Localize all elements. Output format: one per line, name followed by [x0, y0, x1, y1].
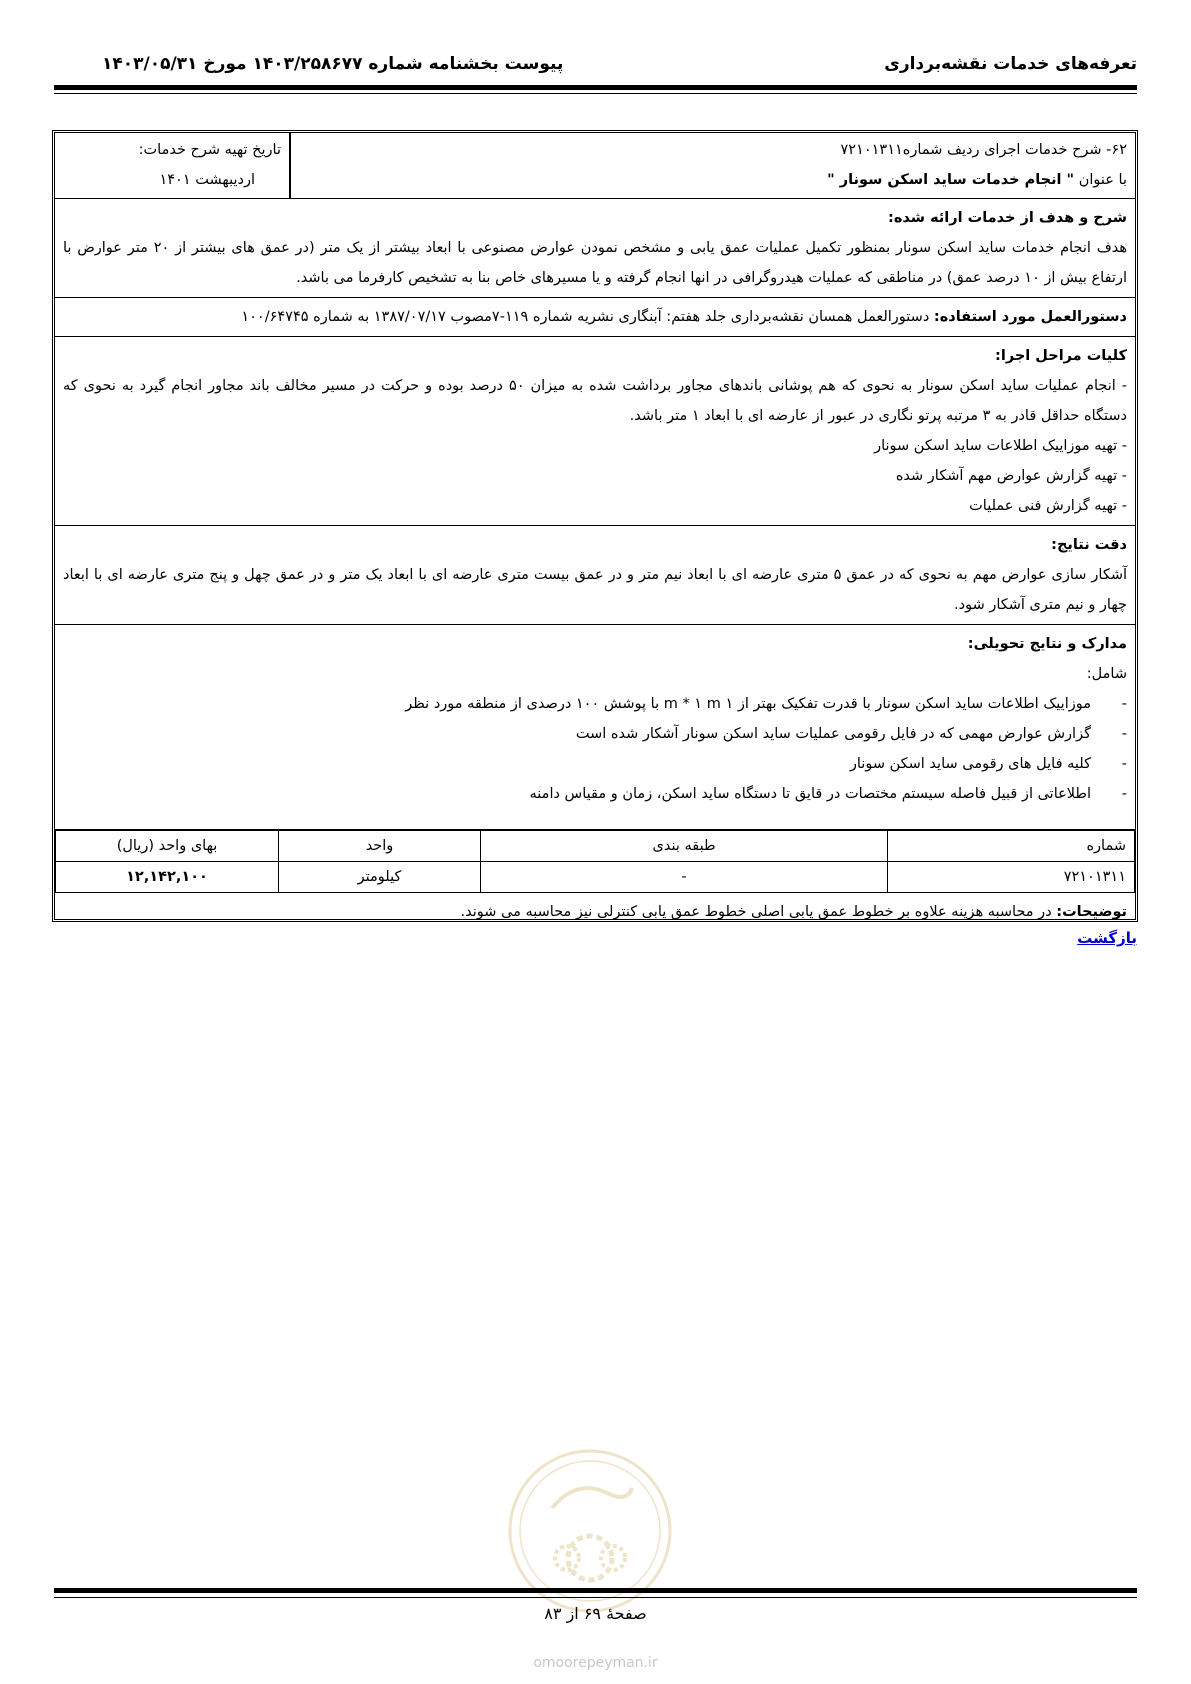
service-title-prefix: با عنوان: [1074, 172, 1127, 188]
accuracy-heading: دقت نتایج:: [1051, 537, 1127, 553]
goal-text: هدف انجام خدمات ساید اسکن سونار بمنظور تکمیل عملیات عمق یابی و مشخص نمودن عوارض مصنوعی با ابعاد بیشتر از یک متر (در عمق های بیشتر از ۲۰ متر عوارض با ارتفاع بیش از ۱۰ درصد عمق) در مناطقی که عملیات هیدروگرافی در انها انجام گرفته و یا مسیرهای خاص بنا به تشخیص کارفرما می باشد.: [63, 240, 1127, 286]
header-unit: واحد: [279, 831, 481, 862]
steps-section: [55, 337, 1135, 526]
step-item: - انجام عملیات ساید اسکن سونار به نحوی که هم پوشانی باندهای مجاور برداشت شده به میزان ۵۰ درصد بوده و حرکت در مسیر مخالف باند مجاور انجام گیرد به نحوی که دستگاه حداقل قادر به ۳ مرتبه پرتو نگاری در عبور از عارضه ای با ابعاد ۱ متر باشد.: [63, 378, 1127, 424]
deliverable-bullet: -: [1121, 726, 1127, 742]
price-table-header-row: [56, 831, 1135, 862]
instruction-section: [55, 298, 1135, 337]
service-title-cell: [289, 133, 1135, 198]
cell-price: ۱۲,۱۴۲,۱۰۰: [56, 862, 279, 893]
deliverables-section: [55, 625, 1135, 830]
accuracy-text: آشکار سازی عوارض مهم به نحوی که در عمق ۵ متری عارضه ای با ابعاد نیم متر و در عمق بیست متری عارضه ای با ابعاد یک متر و در عمق چهل و پنج متری عارضه ای با ابعاد چهار و نیم متری آشکار شود.: [63, 567, 1128, 613]
step-item: - تهیه گزارش عوارض مهم آشکار شده: [895, 468, 1127, 484]
notes-section: [55, 893, 1135, 931]
service-description-frame: [52, 130, 1138, 922]
watermark-text: omoorepeyman.ir: [533, 1655, 658, 1671]
service-title-name: " انجام خدمات ساید اسکن سونار ": [827, 172, 1075, 188]
deliverable-bullet: -: [1121, 696, 1127, 712]
page-number: صفحۀ ۶۹ از ۸۳: [544, 1604, 647, 1623]
deliverable-text: کلیه فایل های رقومی ساید اسکن سونار: [849, 756, 1091, 772]
header-classification: طبقه بندی: [481, 831, 888, 862]
price-table-row: [56, 862, 1135, 893]
instruction-label: دستورالعمل مورد استفاده:: [933, 309, 1127, 325]
goal-section: [55, 199, 1135, 298]
deliverable-item: [63, 749, 1127, 779]
deliverable-bullet: -: [1121, 756, 1127, 772]
deliverable-text: گزارش عوارض مهمی که در فایل رقومی عملیات ساید اسکن سونار آشکار شده است: [575, 726, 1091, 742]
cell-number: ۷۲۱۰۱۳۱۱: [888, 862, 1135, 893]
back-link[interactable]: بازگشت: [1077, 929, 1137, 947]
deliverable-bullet: -: [1121, 786, 1127, 802]
date-cell: [55, 133, 289, 198]
header-number: شماره: [888, 831, 1135, 862]
deliverables-intro: شامل:: [1086, 666, 1127, 682]
notes-label: توضیحات:: [1056, 904, 1127, 920]
cell-unit: کیلومتر: [279, 862, 481, 893]
deliverable-item: [63, 689, 1127, 719]
footer-rule-thick: [54, 1588, 1137, 1593]
goal-heading: شرح و هدف از خدمات ارائه شده:: [888, 210, 1127, 226]
footer-rule-thin: [54, 1597, 1137, 1598]
deliverable-item: [63, 719, 1127, 749]
instruction-text: دستورالعمل همسان نقشه‌برداری جلد هفتم: آبنگاری نشریه شماره ۱۱۹-۷مصوب ۱۳۸۷/۰۷/۱۷ به شماره ۱۰۰/۶۴۷۴۵: [241, 309, 934, 325]
cell-classification: -: [481, 862, 888, 893]
circular-reference: پیوست بخشنامه شماره ۱۴۰۳/۲۵۸۶۷۷ مورخ ۱۴۰۳/۰۵/۳۱: [102, 54, 564, 74]
service-row-number: ۶۲- شرح خدمات اجرای ردیف شماره۷۲۱۰۱۳۱۱: [840, 142, 1127, 158]
document-title: تعرفه‌های خدمات نقشه‌برداری: [884, 54, 1137, 74]
price-table: [55, 830, 1135, 893]
step-item: - تهیه موزاییک اطلاعات ساید اسکن سونار: [874, 438, 1127, 454]
header-price: بهای واحد (ریال): [56, 831, 279, 862]
step-item: - تهیه گزارش فنی عملیات: [969, 498, 1127, 514]
notes-text: در محاسبه هزینه علاوه بر خطوط عمق یابی اصلی خطوط عمق یابی کنترلی نیز محاسبه می شوند.: [460, 904, 1057, 920]
header-rule-thin: [54, 93, 1137, 94]
accuracy-section: [55, 526, 1135, 625]
service-title: [299, 165, 1127, 195]
deliverables-heading: مدارک و نتایج تحویلی:: [967, 636, 1127, 652]
header-rule-thick: [54, 85, 1137, 90]
service-title-row: [55, 133, 1135, 199]
date-value: اردیبهشت ۱۴۰۱: [159, 172, 255, 188]
deliverable-text: موزاییک اطلاعات ساید اسکن سونار با قدرت تفکیک بهتر از ۱ m * ۱ m با پوشش ۱۰۰ درصدی از منطقه مورد نظر: [405, 696, 1091, 712]
steps-heading: کلیات مراحل اجرا:: [995, 348, 1127, 364]
deliverable-item: [63, 779, 1127, 809]
date-label: تاریخ تهیه شرح خدمات:: [138, 142, 281, 158]
deliverable-text: اطلاعاتی از قبیل فاصله سیستم مختصات در قایق تا دستگاه ساید اسکن، زمان و مقیاس دامنه: [529, 786, 1091, 802]
